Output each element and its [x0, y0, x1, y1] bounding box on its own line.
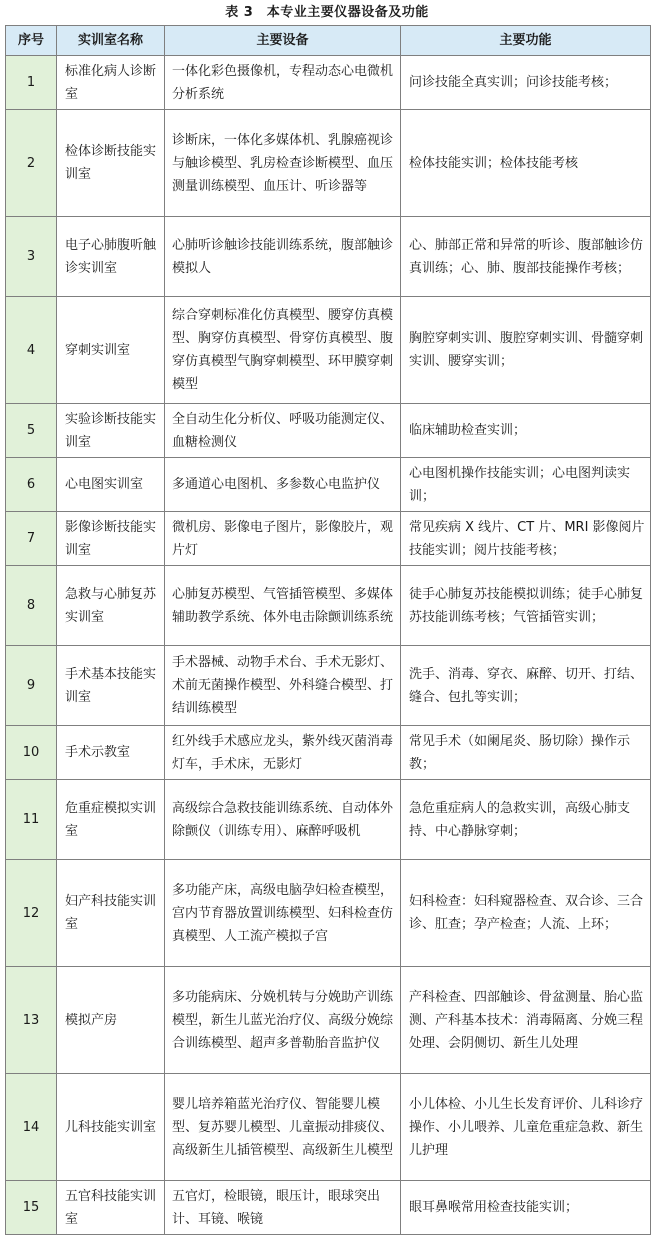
room-name: 影像诊断技能实训室	[57, 512, 165, 566]
row-number: 5	[6, 404, 57, 458]
function-cell: 心、肺部正常和异常的听诊、腹部触诊仿真训练；心、肺、腹部技能操作考核；	[401, 217, 651, 297]
row-number: 9	[6, 646, 57, 726]
room-name: 心电图实训室	[57, 458, 165, 512]
function-cell: 徒手心肺复苏技能模拟训练；徒手心肺复苏技能训练考核；气管插管实训；	[401, 566, 651, 646]
row-number: 10	[6, 726, 57, 780]
table-row	[6, 860, 651, 967]
row-number: 4	[6, 297, 57, 404]
room-name: 电子心肺腹听触诊实训室	[57, 217, 165, 297]
table-row	[6, 646, 651, 726]
table-caption: 表 3 本专业主要仪器设备及功能	[225, 5, 429, 20]
room-name: 危重症模拟实训室	[57, 780, 165, 860]
row-number: 11	[6, 780, 57, 860]
table-row	[6, 1181, 651, 1235]
room-name: 手术基本技能实训室	[57, 646, 165, 726]
table-row	[6, 512, 651, 566]
header-room: 实训室名称	[57, 26, 165, 56]
function-cell: 妇科检查：妇科窥器检查、双合诊、三合诊、肛查；孕产检查；人流、上环；	[401, 860, 651, 967]
equipment-cell: 手术器械、动物手术台、手术无影灯、术前无菌操作模型、外科缝合模型、打结训练模型	[165, 646, 401, 726]
table-header-row	[6, 26, 651, 56]
equipment-cell: 一体化彩色摄像机，专程动态心电微机分析系统	[165, 56, 401, 110]
row-number: 12	[6, 860, 57, 967]
table-row	[6, 458, 651, 512]
table-row	[6, 404, 651, 458]
function-cell: 心电图机操作技能实训；心电图判读实训；	[401, 458, 651, 512]
table-row	[6, 1074, 651, 1181]
row-number: 14	[6, 1074, 57, 1181]
header-equipment: 主要设备	[165, 26, 401, 56]
header-function: 主要功能	[401, 26, 651, 56]
row-number: 8	[6, 566, 57, 646]
function-cell: 常见疾病 X 线片、CT 片、MRI 影像阅片技能实训；阅片技能考核；	[401, 512, 651, 566]
function-cell: 急危重症病人的急救实训，高级心肺支持、中心静脉穿刺；	[401, 780, 651, 860]
equipment-cell: 综合穿刺标准化仿真模型、腰穿仿真模型、胸穿仿真模型、骨穿仿真模型、腹穿仿真模型气胸穿刺模型、环甲膜穿刺模型	[165, 297, 401, 404]
row-number: 1	[6, 56, 57, 110]
equipment-cell: 红外线手术感应龙头，紫外线灭菌消毒灯车，手术床，无影灯	[165, 726, 401, 780]
equipment-cell: 微机房、影像电子图片，影像胶片，观片灯	[165, 512, 401, 566]
function-cell: 常见手术（如阑尾炎、肠切除）操作示教；	[401, 726, 651, 780]
equipment-cell: 婴儿培养箱蓝光治疗仪、智能婴儿模型、复苏婴儿模型、儿童振动排痰仪、高级新生儿插管模型、高级新生儿模型	[165, 1074, 401, 1181]
function-cell: 洗手、消毒、穿衣、麻醉、切开、打结、缝合、包扎等实训；	[401, 646, 651, 726]
room-name: 检体诊断技能实训室	[57, 110, 165, 217]
room-name: 实验诊断技能实训室	[57, 404, 165, 458]
room-name: 五官科技能实训室	[57, 1181, 165, 1235]
equipment-cell: 诊断床，一体化多媒体机、乳腺癌视诊与触诊模型、乳房检查诊断模型、血压测量训练模型、血压计、听诊器等	[165, 110, 401, 217]
table-row	[6, 726, 651, 780]
row-number: 15	[6, 1181, 57, 1235]
room-name: 模拟产房	[57, 967, 165, 1074]
room-name: 标准化病人诊断室	[57, 56, 165, 110]
header-no: 序号	[6, 26, 57, 56]
row-number: 7	[6, 512, 57, 566]
function-cell: 胸腔穿刺实训、腹腔穿刺实训、骨髓穿刺实训、腰穿实训；	[401, 297, 651, 404]
room-name: 急救与心肺复苏实训室	[57, 566, 165, 646]
equipment-cell: 心肺复苏模型、气管插管模型、多媒体辅助教学系统、体外电击除颤训练系统	[165, 566, 401, 646]
equipment-cell: 五官灯，检眼镜，眼压计，眼球突出计、耳镜、喉镜	[165, 1181, 401, 1235]
table-row	[6, 566, 651, 646]
function-cell: 小儿体检、小儿生长发育评价、儿科诊疗操作、小儿喂养、儿童危重症急救、新生儿护理	[401, 1074, 651, 1181]
table-row	[6, 967, 651, 1074]
function-cell: 检体技能实训；检体技能考核	[401, 110, 651, 217]
function-cell: 问诊技能全真实训；问诊技能考核；	[401, 56, 651, 110]
room-name: 穿刺实训室	[57, 297, 165, 404]
table-row	[6, 297, 651, 404]
equipment-cell: 多功能产床，高级电脑孕妇检查模型，宫内节育器放置训练模型、妇科检查仿真模型、人工流产模拟子宫	[165, 860, 401, 967]
equipment-cell: 高级综合急救技能训练系统、自动体外除颤仪（训练专用）、麻醉呼吸机	[165, 780, 401, 860]
table-row	[6, 110, 651, 217]
row-number: 6	[6, 458, 57, 512]
function-cell: 产科检查、四部触诊、骨盆测量、胎心监测、产科基本技术：消毒隔离、分娩三程处理、会阴侧切、新生儿处理	[401, 967, 651, 1074]
function-cell: 眼耳鼻喉常用检查技能实训；	[401, 1181, 651, 1235]
equipment-cell: 多功能病床、分娩机转与分娩助产训练模型，新生儿蓝光治疗仪、高级分娩综合训练模型、超声多普勒胎音监护仪	[165, 967, 401, 1074]
row-number: 2	[6, 110, 57, 217]
equipment-cell: 多通道心电图机、多参数心电监护仪	[165, 458, 401, 512]
room-name: 手术示教室	[57, 726, 165, 780]
room-name: 儿科技能实训室	[57, 1074, 165, 1181]
function-cell: 临床辅助检查实训；	[401, 404, 651, 458]
table-row	[6, 780, 651, 860]
equipment-table	[5, 25, 651, 1235]
table-row	[6, 56, 651, 110]
row-number: 13	[6, 967, 57, 1074]
equipment-cell: 心肺听诊触诊技能训练系统，腹部触诊模拟人	[165, 217, 401, 297]
equipment-cell: 全自动生化分析仪、呼吸功能测定仪、血糖检测仪	[165, 404, 401, 458]
room-name: 妇产科技能实训室	[57, 860, 165, 967]
row-number: 3	[6, 217, 57, 297]
table-row	[6, 217, 651, 297]
